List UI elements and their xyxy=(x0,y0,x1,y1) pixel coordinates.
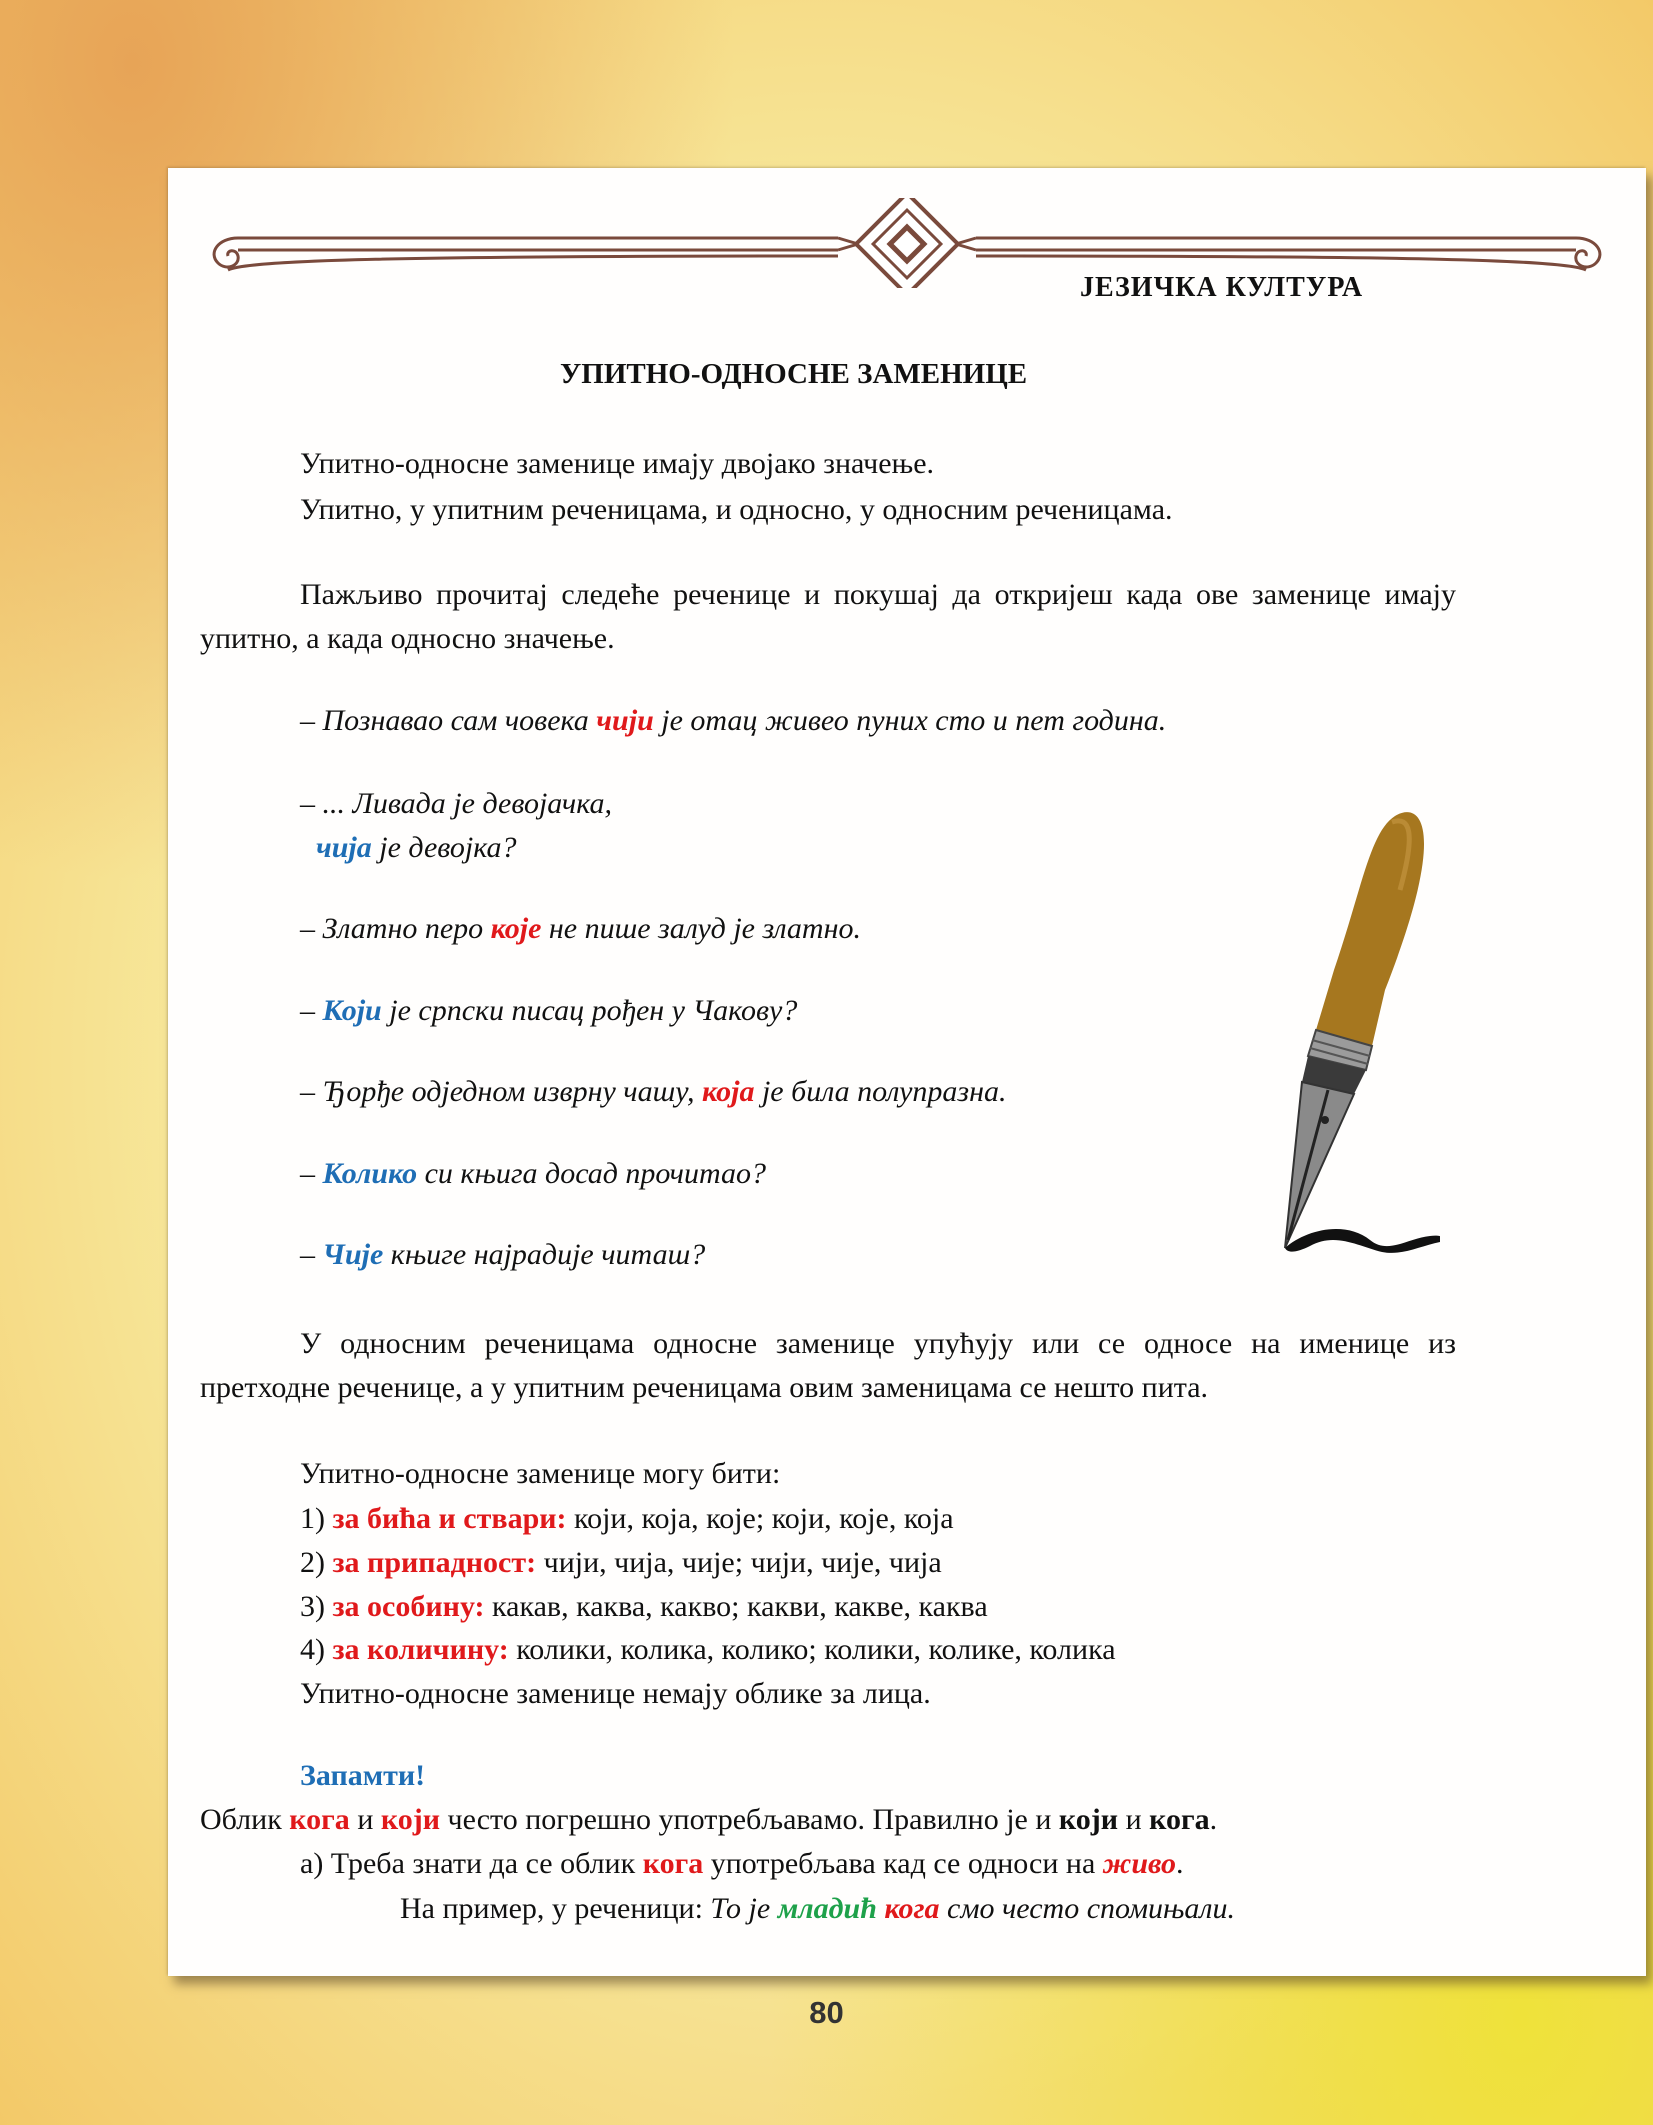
explanation-part-1: У односним реченицама односне заменице упућују или се односе на именице из xyxy=(300,1327,1456,1360)
types-item-4 xyxy=(300,1628,1116,1672)
example-4 xyxy=(300,989,797,1033)
item-label: за особину: xyxy=(332,1590,485,1623)
highlight-koga: кога xyxy=(884,1892,940,1925)
example-text: – Познавао сам човека xyxy=(300,704,597,737)
highlight-pronoun: Који xyxy=(322,994,382,1027)
item-number: 4) xyxy=(300,1633,333,1666)
explanation-part-2: претходне реченице, а у упитним реченицама овим заменицама се нешто пита. xyxy=(200,1371,1209,1404)
example-text: – Златно перо xyxy=(300,912,491,945)
bold-koji: који xyxy=(1058,1803,1119,1836)
example-text: је девојка? xyxy=(371,831,517,864)
bold-koga: кога xyxy=(1149,1803,1210,1836)
example-7 xyxy=(300,1233,705,1277)
types-intro: Упитно-односне заменице могу бити: xyxy=(300,1457,781,1490)
example-2-line-2 xyxy=(316,826,517,870)
text: и xyxy=(349,1803,381,1836)
highlight-pronoun: које xyxy=(490,912,542,945)
task-part-2: имају упитно, а када односно значење. xyxy=(200,578,1457,655)
highlight-koga: кога xyxy=(289,1803,350,1836)
highlight-mladic: младић xyxy=(777,1892,877,1925)
text: и xyxy=(1118,1803,1150,1836)
remember-heading xyxy=(300,1754,425,1798)
highlight-pronoun: чија xyxy=(316,831,372,864)
types-item-2 xyxy=(300,1541,942,1585)
text: а) Треба знати да се облик xyxy=(300,1847,643,1880)
remember-line-2 xyxy=(300,1842,1184,1886)
highlight-zivo: живо xyxy=(1102,1847,1177,1880)
highlight-pronoun: која xyxy=(702,1075,755,1108)
text: често погрешно употребљавамо. Правилно је и xyxy=(440,1803,1059,1836)
example-text: си књига досад прочитао? xyxy=(417,1157,766,1190)
item-number: 1) xyxy=(300,1502,333,1535)
types-item-1 xyxy=(300,1497,954,1541)
example-5 xyxy=(300,1070,1006,1114)
section-header: ЈЕЗИЧКА КУЛТУРА xyxy=(1080,272,1364,303)
item-number: 2) xyxy=(300,1546,333,1579)
text: . xyxy=(1209,1803,1218,1836)
example-2-line-1: – ... Ливада је девојачка, xyxy=(300,787,612,820)
example-text: је српски писац рођен у Чакову? xyxy=(381,994,798,1027)
item-number: 3) xyxy=(300,1590,333,1623)
text: . xyxy=(1176,1847,1184,1880)
example-1 xyxy=(300,699,1166,743)
item-label: за бића и ствари: xyxy=(332,1502,567,1535)
item-label: за количину: xyxy=(332,1633,509,1666)
highlight-pronoun: Колико xyxy=(322,1157,418,1190)
item-label: за припадност: xyxy=(332,1546,537,1579)
remember-heading-text: Запамти! xyxy=(300,1759,426,1792)
intro-line-1: Упитно-односне заменице имају двојако значење. xyxy=(300,447,935,480)
example-text: не пише залуд је златно. xyxy=(541,912,861,945)
types-note: Упитно-односне заменице немају облике за лица. xyxy=(300,1677,931,1710)
text: употребљава кад се односи на xyxy=(703,1847,1103,1880)
text: Облик xyxy=(200,1803,290,1836)
example-text: То је xyxy=(710,1892,778,1925)
example-text: је била полупразна. xyxy=(754,1075,1007,1108)
highlight-pronoun: чији xyxy=(596,704,654,737)
item-forms: који, која, које; који, које, која xyxy=(566,1502,954,1535)
text: На пример, у реченици: xyxy=(400,1892,711,1925)
example-6 xyxy=(300,1152,766,1196)
intro-line-2: Упитно, у упитним реченицама, и односно, у односним реченицама. xyxy=(300,493,1173,526)
fountain-pen-icon xyxy=(1130,800,1440,1280)
page-number: 80 xyxy=(809,1995,844,2030)
highlight-koga: кога xyxy=(642,1847,704,1880)
example-text: – Ђорђе одједном изврну чашу, xyxy=(300,1075,703,1108)
task-part-1: Пажљиво прочитај следеће реченице и покушај да откријеш када ове заменице xyxy=(300,578,1371,611)
highlight-koji: који xyxy=(380,1803,441,1836)
explanation-paragraph xyxy=(200,1322,1456,1410)
item-forms: чији, чија, чије; чији, чије, чија xyxy=(536,1546,942,1579)
remember-line-1 xyxy=(200,1798,1217,1842)
item-forms: какав, каква, какво; какви, какве, каква xyxy=(484,1590,988,1623)
example-3 xyxy=(300,907,861,951)
ornament-divider-icon xyxy=(198,198,1616,288)
example-text: је отац живео пуних сто и пет година. xyxy=(653,704,1167,737)
example-text: – xyxy=(300,1238,323,1271)
types-item-3 xyxy=(300,1585,988,1629)
example-text: књиге најрадије читаш? xyxy=(383,1238,706,1271)
example-text: – xyxy=(300,1157,323,1190)
example-text: смо често спомињали. xyxy=(939,1892,1235,1925)
remember-line-3 xyxy=(400,1887,1235,1931)
page-title: УПИТНО-ОДНОСНЕ ЗАМЕНИЦЕ xyxy=(560,358,1028,390)
item-forms: колики, колика, колико; колики, колике, колика xyxy=(508,1633,1116,1666)
highlight-pronoun: Чије xyxy=(322,1238,384,1271)
example-text: – xyxy=(300,994,323,1027)
task-paragraph xyxy=(200,573,1456,661)
